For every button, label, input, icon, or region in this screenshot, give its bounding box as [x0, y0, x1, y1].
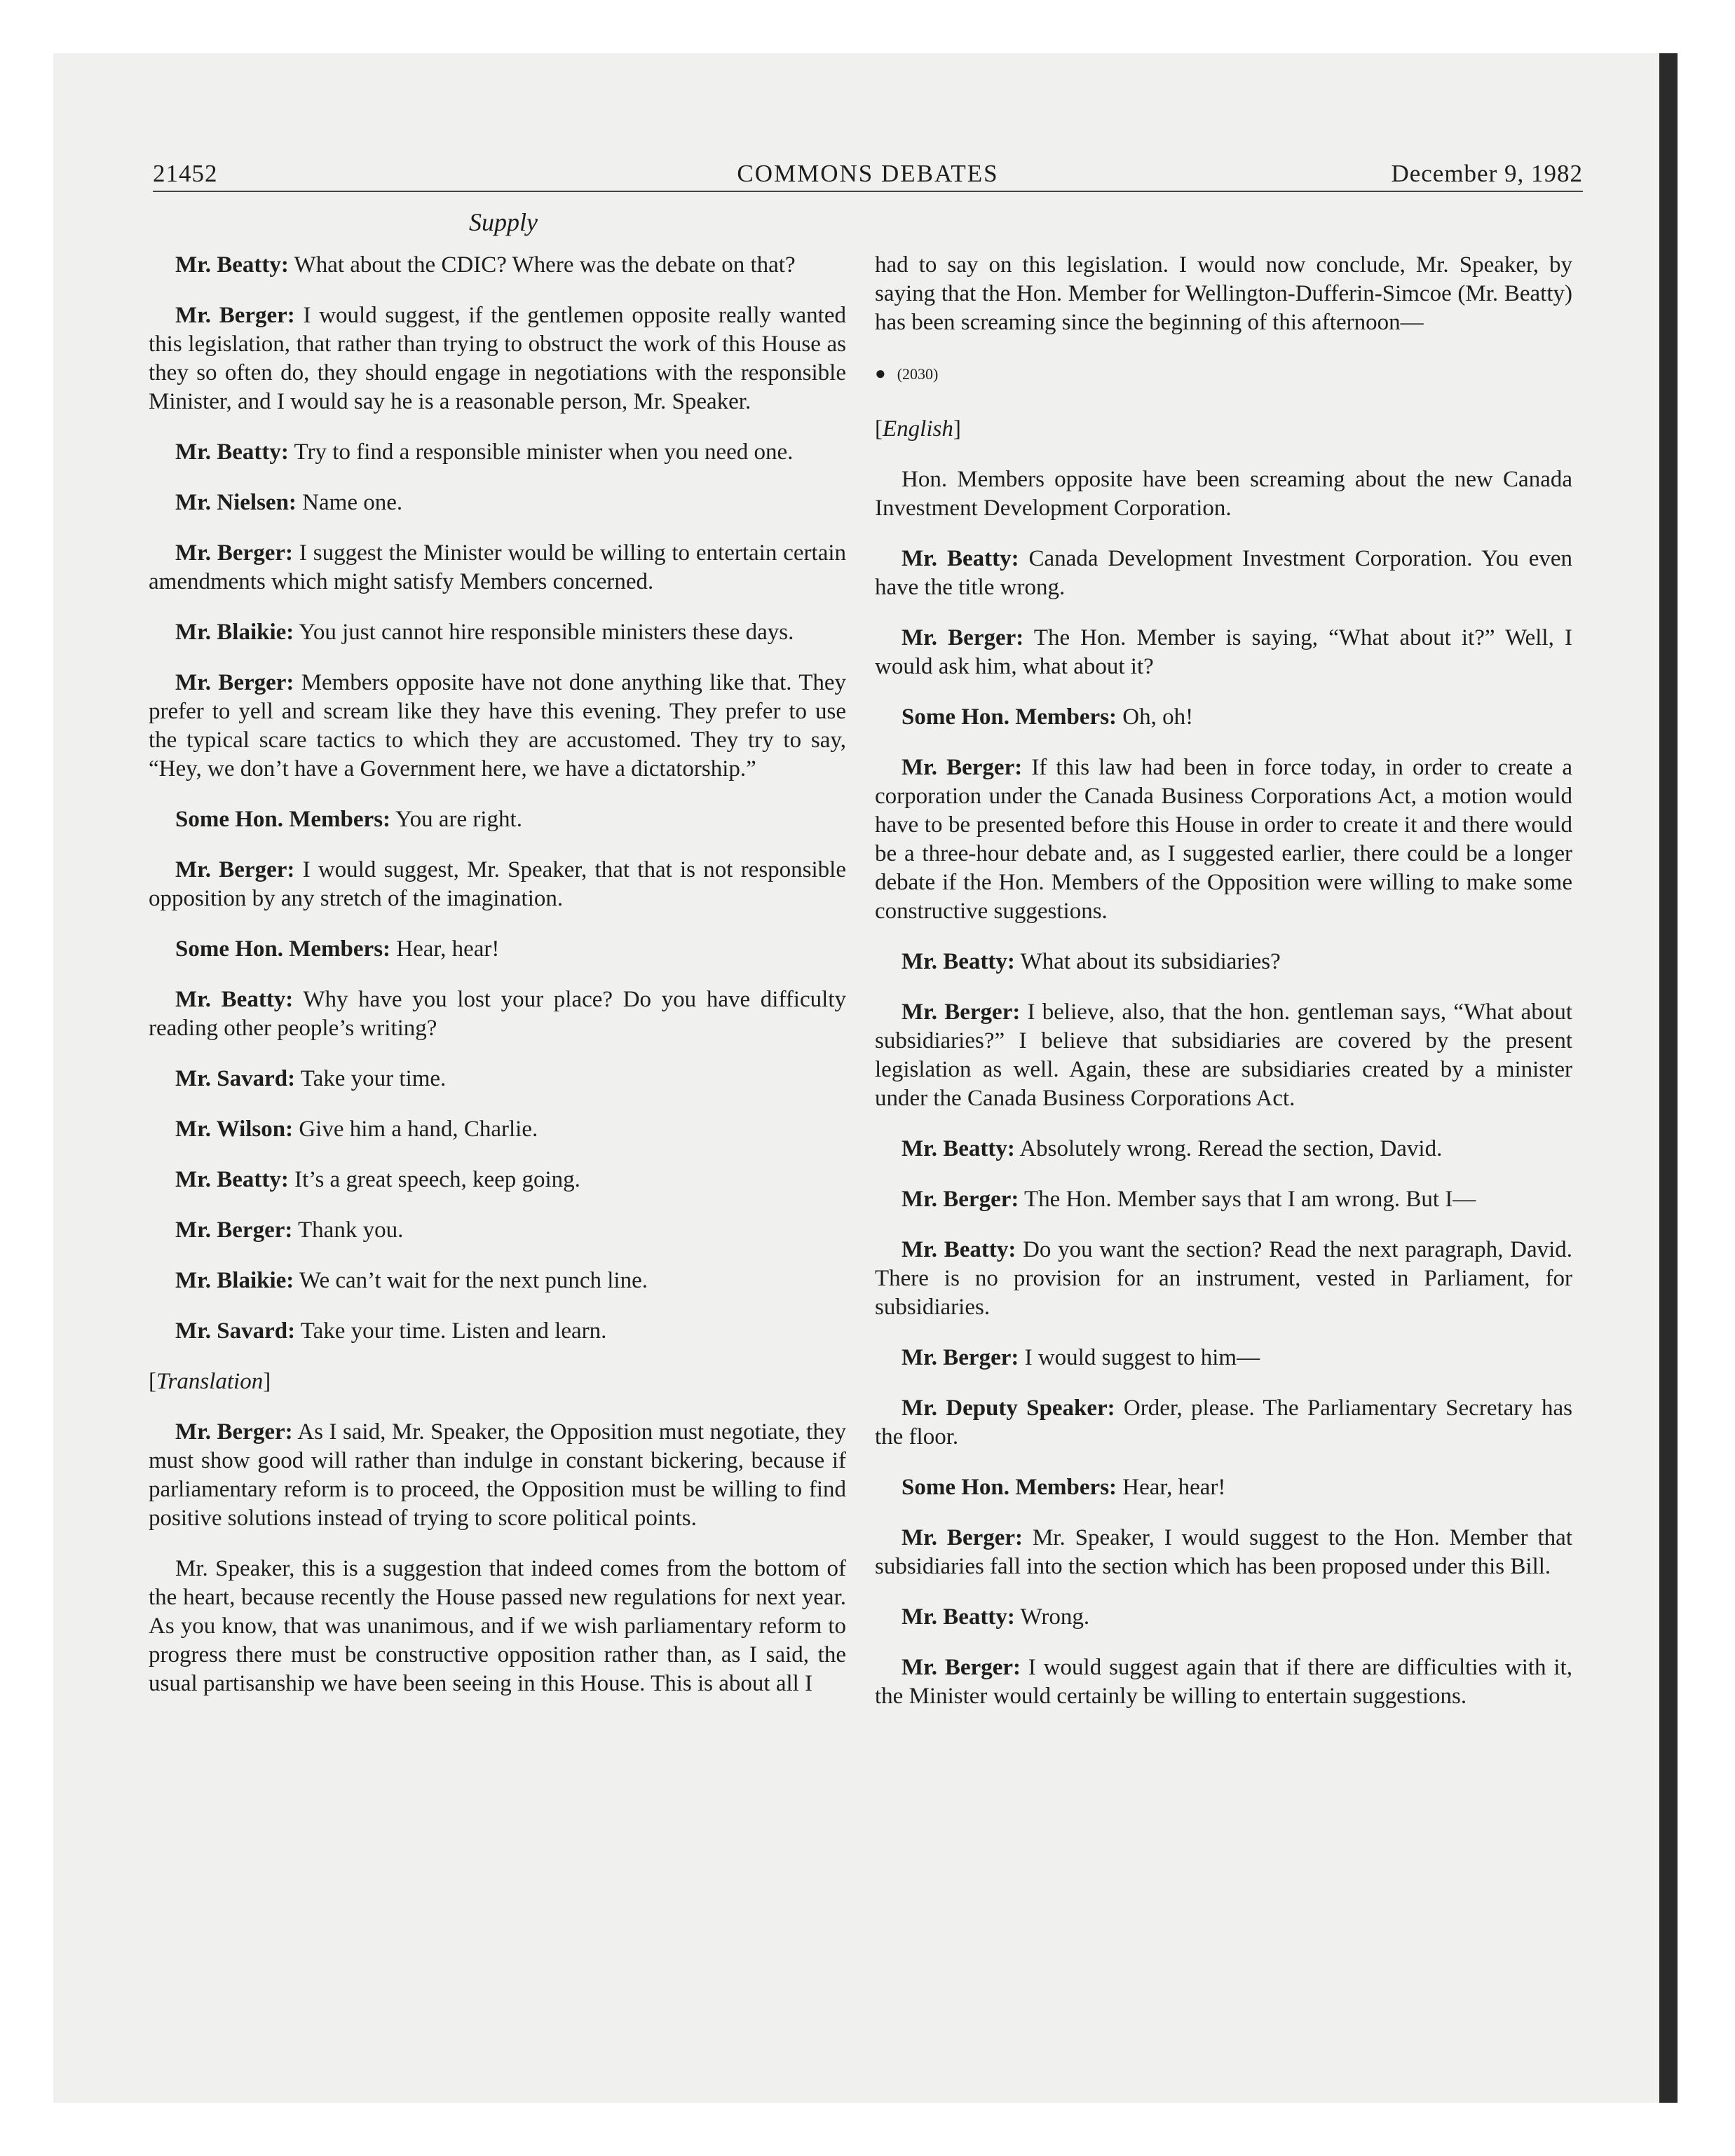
left-column	[149, 251, 846, 1720]
speech-paragraph	[149, 1166, 846, 1194]
speaker-name: Mr. Berger:	[901, 1655, 1021, 1680]
speech-paragraph	[875, 1236, 1572, 1322]
page-header	[153, 160, 1583, 191]
speaker-name: Mr. Beatty:	[901, 546, 1019, 571]
speech-paragraph	[875, 1185, 1572, 1214]
speech-text: Hear, hear!	[390, 936, 500, 962]
speech-text: Take your time. Listen and learn.	[295, 1318, 607, 1344]
speaker-name: Mr. Berger:	[175, 303, 295, 328]
speaker-name: Mr. Berger:	[901, 755, 1023, 780]
header-rule	[153, 191, 1583, 192]
speech-text: Try to find a responsible minister when you need one.	[288, 439, 794, 465]
speaker-name: Mr. Berger:	[901, 625, 1024, 650]
speech-paragraph	[149, 1065, 846, 1093]
speaker-name: Mr. Beatty:	[175, 439, 289, 465]
speaker-name: Mr. Nielsen:	[175, 490, 297, 515]
speech-paragraph	[149, 805, 846, 834]
speaker-name: Mr. Berger:	[175, 670, 294, 695]
right-column	[875, 251, 1572, 1733]
speech-paragraph	[875, 753, 1572, 926]
speaker-name: Mr. Beatty:	[901, 1136, 1015, 1161]
speech-paragraph	[149, 1267, 846, 1295]
speech-text: We can’t wait for the next punch line.	[294, 1268, 648, 1293]
speech-paragraph	[149, 539, 846, 596]
speech-text: You just cannot hire responsible ministers these days.	[294, 620, 794, 645]
section-heading: Supply	[469, 208, 538, 236]
speech-text: Absolutely wrong. Reread the section, David.	[1014, 1136, 1443, 1161]
speech-text: Order, please. The Parliamentary Secretary has the floor.	[875, 1396, 1572, 1449]
speech-text: Wrong.	[1014, 1604, 1090, 1630]
speech-paragraph	[149, 251, 846, 280]
speech-paragraph	[875, 1135, 1572, 1164]
speaker-name: Mr. Savard:	[175, 1066, 296, 1091]
speech-paragraph	[149, 438, 846, 467]
language-label: [Translation]	[149, 1369, 271, 1394]
speech-paragraph	[149, 985, 846, 1043]
speaker-name: Mr. Berger:	[175, 857, 295, 882]
language-label-text: Translation	[156, 1369, 264, 1394]
speech-paragraph	[875, 1524, 1572, 1581]
speech-text: Give him a hand, Charlie.	[293, 1117, 538, 1142]
speech-text: Members opposite have not done anything like that. They prefer to yell and scream like they have this evening. They prefer to use the typical scare tactics to which they are accustomed. They try to say, “Hey, we don’t have a Government here, we have a dictatorship.”	[149, 670, 847, 782]
speech-paragraph	[149, 489, 846, 517]
speech-paragraph	[875, 948, 1572, 976]
page-number: 21452	[153, 160, 218, 187]
speech-paragraph	[875, 1653, 1572, 1711]
speaker-name: Mr. Berger:	[175, 1419, 293, 1445]
speech-paragraph	[875, 251, 1572, 337]
speech-paragraph	[149, 669, 846, 784]
speaker-name: Some Hon. Members:	[175, 807, 391, 832]
speaker-name: Mr. Berger:	[901, 1187, 1019, 1212]
speech-paragraph	[149, 1418, 846, 1533]
speech-text: Take your time.	[295, 1066, 447, 1091]
speaker-name: Mr. Blaikie:	[175, 620, 294, 645]
speaker-name: Mr. Beatty:	[175, 252, 289, 278]
speech-text: What about its subsidiaries?	[1014, 949, 1281, 974]
speaker-name: Mr. Beatty:	[901, 1604, 1015, 1630]
speech-paragraph	[149, 1216, 846, 1245]
speaker-name: Mr. Wilson:	[175, 1117, 294, 1142]
speech-paragraph	[875, 624, 1572, 681]
speech-text: Do you want the section? Read the next paragraph, David. There is no provision for an instrument, vested in Parliament, for subsidiaries.	[875, 1237, 1573, 1320]
speaker-name: Mr. Berger:	[175, 540, 293, 566]
speech-paragraph	[875, 1473, 1572, 1502]
speech-text: Why have you lost your place? Do you have difficulty reading other people’s writing?	[149, 987, 847, 1041]
speech-text: The Hon. Member is saying, “What about it?” Well, I would ask him, what about it?	[875, 625, 1572, 679]
speech-text: Hon. Members opposite have been screaming about the new Canada Investment Development Corporation.	[875, 467, 1572, 521]
speech-text: Thank you.	[292, 1217, 404, 1243]
speech-paragraph	[149, 301, 846, 416]
speech-text: Mr. Speaker, this is a suggestion that indeed comes from the bottom of the heart, because recently the House passed new regulations for next year. As you know, that was unanimous, and if we wish parliamentary reform to progress there must be constructive opposition rather than, as I said, the usual partisanship we have been seeing in this House. This is about all I	[149, 1556, 846, 1696]
speech-text: If this law had been in force today, in order to create a corporation under the Canada Business Corporations Act, a motion would have to be presented before this House in order to create it and there would be a three-hour debate and, as I suggested earlier, there could be a longer debate if the Hon. Members of the Opposition were willing to make some constructive suggestions.	[875, 755, 1573, 924]
speech-text: The Hon. Member says that I am wrong. But I—	[1019, 1187, 1476, 1212]
speech-text: Oh, oh!	[1117, 704, 1194, 730]
speech-text: I would suggest, if the gentlemen opposite really wanted this legislation, that rather than trying to obstruct the work of this House as they so often do, they should engage in negotiations with the responsible Minister, and I would say he is a reasonable person, Mr. Speaker.	[149, 303, 846, 414]
speech-paragraph	[149, 935, 846, 964]
time-marker	[875, 359, 1572, 388]
speech-paragraph	[875, 998, 1572, 1113]
speech-text: You are right.	[390, 807, 522, 832]
speech-paragraph	[875, 1603, 1572, 1632]
speech-paragraph	[875, 1344, 1572, 1372]
speech-paragraph	[149, 618, 846, 647]
speech-paragraph	[875, 1394, 1572, 1452]
page-date: December 9, 1982	[1391, 160, 1583, 187]
publication-title: COMMONS DEBATES	[737, 160, 999, 187]
speech-text: Mr. Speaker, I would suggest to the Hon. Member that subsidiaries fall into the section which has been proposed under this Bill.	[875, 1525, 1572, 1579]
speaker-name: Mr. Savard:	[175, 1318, 296, 1344]
time-marker-text: (2030)	[897, 365, 939, 383]
speech-text: Canada Development Investment Corporation. You even have the title wrong.	[875, 546, 1572, 600]
speech-text: I would suggest to him—	[1019, 1345, 1260, 1370]
speaker-name: Mr. Deputy Speaker:	[901, 1396, 1115, 1421]
speaker-name: Some Hon. Members:	[901, 1475, 1117, 1500]
speaker-name: Some Hon. Members:	[175, 936, 391, 962]
speech-text: What about the CDIC? Where was the debate on that?	[288, 252, 796, 278]
speaker-name: Mr. Berger:	[901, 999, 1021, 1025]
speech-text: I believe, also, that the hon. gentleman says, “What about subsidiaries?” I believe that subsidiaries are covered by the present legislation as well. Again, these are subsidiaries created by a minister under the Canada Business Corporations Act.	[875, 999, 1572, 1111]
speaker-name: Mr. Beatty:	[901, 949, 1015, 974]
speaker-name: Mr. Beatty:	[175, 987, 294, 1012]
scan-edge-shadow	[1659, 53, 1678, 2103]
speech-paragraph	[149, 1317, 846, 1346]
speaker-name: Mr. Beatty:	[901, 1237, 1016, 1262]
bullet-icon: ●	[875, 363, 886, 383]
speech-text: Hear, hear!	[1117, 1475, 1226, 1500]
speech-paragraph	[875, 703, 1572, 732]
speech-paragraph	[149, 1115, 846, 1144]
speech-text: It’s a great speech, keep going.	[288, 1167, 580, 1192]
speaker-name: Mr. Blaikie:	[175, 1268, 294, 1293]
speech-text: I suggest the Minister would be willing to entertain certain amendments which might satisfy Members concerned.	[149, 540, 847, 594]
speech-paragraph	[875, 545, 1572, 602]
speaker-name: Mr. Berger:	[901, 1345, 1019, 1370]
speaker-name: Some Hon. Members:	[901, 704, 1117, 730]
speech-paragraph	[875, 465, 1572, 523]
speaker-name: Mr. Beatty:	[175, 1167, 289, 1192]
speech-text: Name one.	[296, 490, 403, 515]
speech-text: As I said, Mr. Speaker, the Opposition must negotiate, they must show good will rather than indulge in constant bickering, because if parliamentary reform is to proceed, the Opposition must be willing to find positive solutions instead of trying to score political points.	[149, 1419, 846, 1531]
speech-text: had to say on this legislation. I would now conclude, Mr. Speaker, by saying that the Hon. Member for Wellington-Dufferin-Simcoe (Mr. Beatty) has been screaming since the beginning of this afternoon—	[875, 252, 1572, 335]
speaker-name: Mr. Berger:	[175, 1217, 293, 1243]
speech-paragraph	[149, 1555, 846, 1698]
speech-paragraph	[149, 856, 846, 913]
language-label: [English]	[875, 416, 961, 442]
language-label-text: English	[883, 416, 953, 442]
speech-text: I would suggest, Mr. Speaker, that that is not responsible opposition by any stretch of the imagination.	[149, 857, 846, 911]
speaker-name: Mr. Berger:	[901, 1525, 1023, 1550]
speech-text: I would suggest again that if there are difficulties with it, the Minister would certainly be willing to entertain suggestions.	[875, 1655, 1572, 1709]
